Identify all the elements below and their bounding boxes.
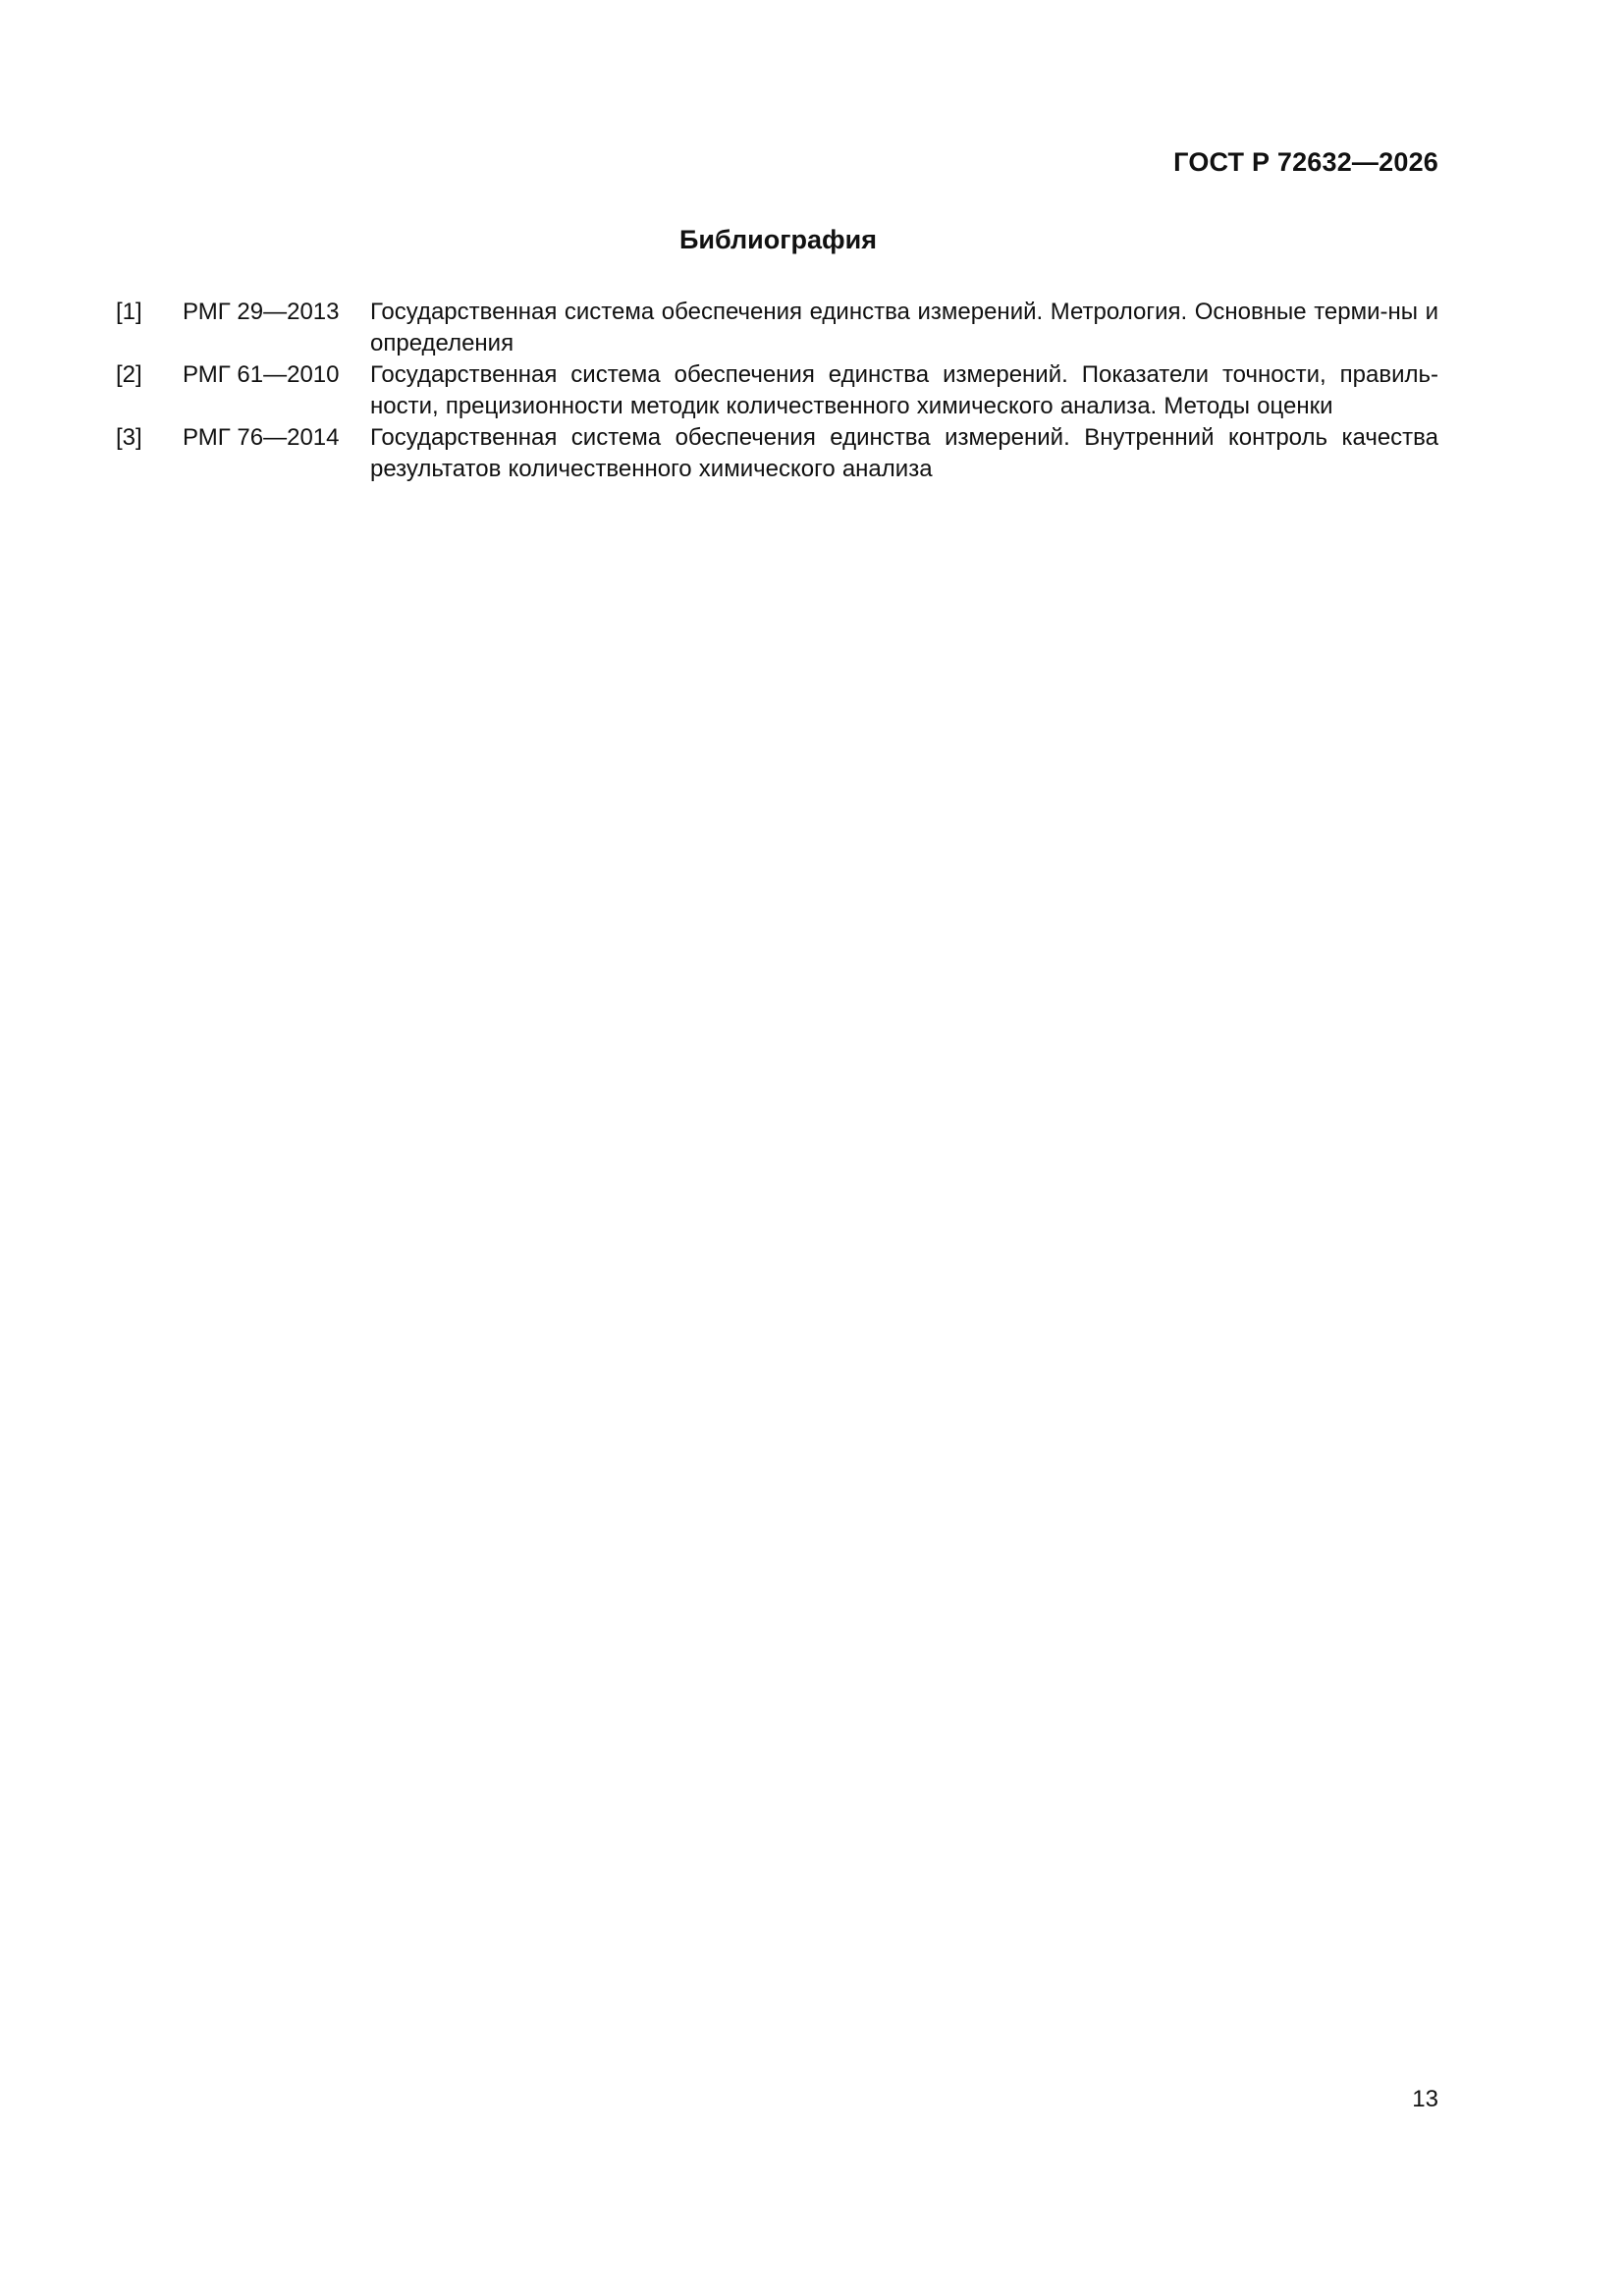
entry-code: РМГ 61—2010 [183,361,340,388]
entry-text: Государственная система обеспечения единства измерений. Внутренний контроль качества результатов количественного химического анализа [370,424,1438,482]
page-number: 13 [1412,2086,1438,2112]
entry-number: [1] [116,299,142,325]
entry-code: РМГ 29—2013 [183,299,340,325]
entry-number: [3] [116,424,142,451]
entry-code: РМГ 76—2014 [183,424,340,451]
bibliography-entry [116,422,1438,485]
document-code: ГОСТ Р 72632—2026 [1173,147,1438,177]
entry-number: [2] [116,361,142,388]
entry-text: Государственная система обеспечения единства измерений. Показатели точности, правиль-ности, прецизионности методик количественного химического анализа. Методы оценки [370,361,1438,419]
bibliography-list [116,297,1438,485]
section-title: Библиография [679,225,877,254]
bibliography-entry [116,297,1438,359]
entry-text: Государственная система обеспечения единства измерений. Метрология. Основные терми-ны и определения [370,299,1438,356]
bibliography-entry [116,359,1438,422]
